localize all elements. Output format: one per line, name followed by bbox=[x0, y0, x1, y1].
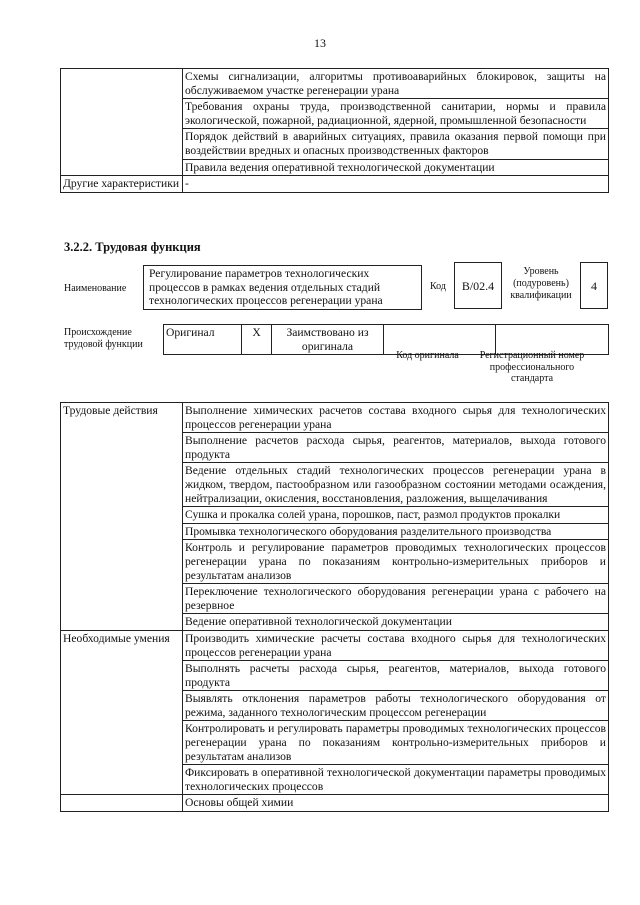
origin-label: Происхождение трудовой функции bbox=[64, 327, 143, 350]
page-number: 13 bbox=[314, 36, 326, 50]
skill-item: Выполнять расчеты расхода сырья, реагентов, материалов, выхода готового продукта bbox=[183, 661, 609, 691]
labor-action-item: Выполнение расчетов расхода сырья, реагентов, материалов, выхода готового продукта bbox=[183, 433, 609, 463]
level-value: 4 bbox=[580, 262, 608, 309]
knowledge-item: Правила ведения оперативной технологической документации bbox=[183, 159, 609, 176]
skill-item: Фиксировать в оперативной технологической документации параметры проводимых технологических процессов bbox=[183, 765, 609, 795]
function-code: B/02.4 bbox=[454, 262, 502, 309]
knowledge-label bbox=[61, 795, 183, 812]
labor-action-item: Выполнение химических расчетов состава входного сырья для технологических процессов регенерации урана bbox=[183, 403, 609, 433]
function-name: Регулирование параметров технологических процессов в рамках ведения отдельных стадий технологических процессов регенерации урана bbox=[143, 265, 422, 310]
main-table bbox=[60, 402, 609, 812]
skill-item: Контролировать и регулировать параметры проводимых технологических процессов регенерации урана по показаниям контрольно-измерительных приборов и результатам анализов bbox=[183, 721, 609, 765]
labor-action-item: Сушка и прокалка солей урана, порошков, паст, размол продуктов прокалки bbox=[183, 507, 609, 524]
labor-action-item: Промывка технологического оборудования разделительного производства bbox=[183, 523, 609, 540]
borrowed-label: Заимствовано из оригинала bbox=[272, 325, 384, 355]
table-row bbox=[61, 69, 609, 99]
labor-action-item: Переключение технологического оборудования регенерации урана с рабочего на резервное bbox=[183, 584, 609, 614]
name-label: Наименование bbox=[64, 283, 127, 294]
code-original-label: Код оригинала bbox=[396, 350, 459, 361]
table-row bbox=[61, 176, 609, 193]
row-label bbox=[61, 69, 183, 176]
labor-action-item: Ведение оперативной технологической документации bbox=[183, 614, 609, 631]
table-row bbox=[61, 403, 609, 433]
code-label: Код bbox=[430, 281, 446, 292]
table-row bbox=[61, 795, 609, 812]
other-characteristics-label: Другие характеристики bbox=[61, 176, 183, 193]
knowledge-item: Основы общей химии bbox=[183, 795, 609, 812]
original-mark: X bbox=[242, 325, 272, 355]
labor-actions-label: Трудовые действия bbox=[61, 403, 183, 631]
skill-item: Производить химические расчеты состава входного сырья для технологических процессов регенерации урана bbox=[183, 630, 609, 660]
original-label: Оригинал bbox=[164, 325, 242, 355]
skills-label: Необходимые умения bbox=[61, 630, 183, 795]
reg-number-label: Регистрационный номер профессионального стандарта bbox=[479, 350, 585, 384]
knowledge-item: Требования охраны труда, производственной санитарии, нормы и правила экологической, пожарной, радиационной, ядерной, промышленной безопасности bbox=[183, 99, 609, 129]
table-row bbox=[61, 630, 609, 660]
labor-action-item: Контроль и регулирование параметров проводимых технологических процессов регенерации урана по показаниям контрольно-измерительных приборов и результатам анализов bbox=[183, 540, 609, 584]
top-table bbox=[60, 68, 609, 193]
skill-item: Выявлять отклонения параметров работы технологического оборудования от режима, заданного технологическим процессом регенерации bbox=[183, 691, 609, 721]
section-heading: 3.2.2. Трудовая функция bbox=[64, 240, 201, 254]
knowledge-item: Порядок действий в аварийных ситуациях, правила оказания первой помощи при воздействии вредных и опасных производственных факторов bbox=[183, 129, 609, 159]
labor-action-item: Ведение отдельных стадий технологических процессов регенерации урана в жидком, твердом, пастообразном или газообразном состоянии методами осаждения, нейтрализации, окисления, восстановления, разложения, выщелачивания bbox=[183, 463, 609, 507]
other-characteristics-value: - bbox=[183, 176, 609, 193]
knowledge-item: Схемы сигнализации, алгоритмы противоаварийных блокировок, защиты на обслуживаемом участке регенерации урана bbox=[183, 69, 609, 99]
level-label: Уровень (подуровень) квалификации bbox=[510, 266, 572, 301]
